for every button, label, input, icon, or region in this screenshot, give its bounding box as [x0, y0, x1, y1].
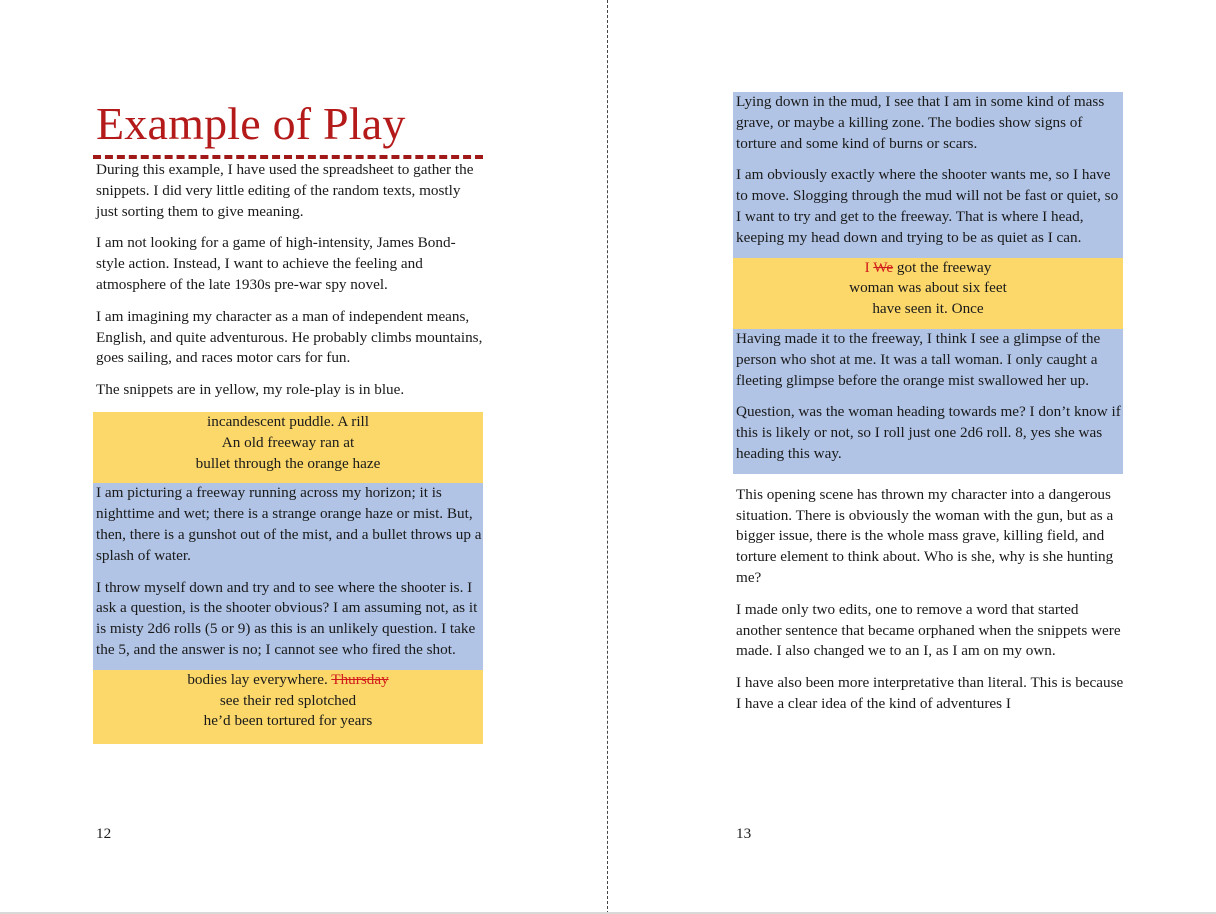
page-number: 12 [96, 825, 112, 842]
title-underline [93, 155, 483, 159]
intro-paragraph: During this example, I have used the spreadsheet to gather the snippets. I did very little editing of the random texts, mostly just sorting them to give meaning. [96, 161, 474, 220]
left-column [96, 160, 484, 744]
snippet-box [733, 258, 1123, 329]
right-column [736, 92, 1124, 726]
roleplay-box [733, 92, 1123, 258]
page-right [609, 0, 1216, 914]
inserted-word: I [864, 258, 870, 276]
roleplay-paragraph: I am picturing a freeway running across my horizon; it is nighttime and wet; there is a strange orange haze or mist. But, then, there is a gunshot out of the mist, and a bullet throws up a splash of water. [96, 484, 482, 564]
intro-paragraph: I am imagining my character as a man of independent means, English, and quite adventurous. He probably climbs mountains, goes sailing, and races motor cars for fun. [96, 307, 483, 367]
roleplay-paragraph: Having made it to the freeway, I think I see a glimpse of the person who shot at me. It was a tall woman. I only caught a fleeting glimpse before the orange mist swallowed her up. [736, 329, 1101, 389]
snippet-box [93, 670, 483, 744]
body-paragraph: I made only two edits, one to remove a word that started another sentence that became orphaned when the snippets were made. I also changed we to an I, as I am on my own. [736, 600, 1121, 660]
page-left [0, 0, 607, 914]
snippet-line: he’d been tortured for years [203, 712, 373, 730]
struck-word: Thursday [331, 670, 389, 688]
page-gutter-divider [607, 0, 608, 914]
roleplay-paragraph: Lying down in the mud, I see that I am in some kind of mass grave, or maybe a killing zone. The bodies show signs of torture and some kind of burns or scars. [736, 93, 1105, 152]
snippet-text: bodies lay everywhere. [187, 670, 328, 688]
body-paragraph: I have also been more interpretative than literal. This is because I have a clear idea of the kind of adventures I [736, 674, 1124, 712]
body-paragraph: This opening scene has thrown my character into a dangerous situation. There is obviously the woman with the gun, but as a bigger issue, there is the whole mass grave, killing field, and torture element to think about. Who is she, why is she hunting me? [736, 485, 1114, 586]
snippet-line [733, 258, 1123, 279]
roleplay-box [733, 329, 1123, 474]
snippet-line: woman was about six feet [849, 279, 1007, 297]
snippet-line: incandescent puddle. A rill [207, 412, 369, 430]
struck-word: We [873, 258, 894, 276]
snippet-line [93, 670, 483, 691]
page-number: 13 [736, 825, 752, 842]
roleplay-paragraph: I throw myself down and try and to see where the shooter is. I ask a question, is the shooter obvious? I am assuming not, as it is misty 2d6 rolls (5 or 9) as this is an unlikely question. I take the 5, and the answer is no; I cannot see who fired the shot. [96, 578, 478, 658]
snippet-line: see their red splotched [219, 691, 357, 709]
snippet-line: An old freeway ran at [221, 433, 355, 451]
roleplay-paragraph: I am obviously exactly where the shooter wants me, so I have to move. Slogging through the mud will not be fast or quiet, so I want to try and get to the freeway. That is where I head, keeping my head down and trying to be as quiet as I can. [736, 166, 1119, 246]
snippet-line: bullet through the orange haze [195, 454, 381, 472]
intro-paragraph: I am not looking for a game of high-intensity, James Bond-style action. Instead, I want to achieve the feeling and atmosphere of the late 1930s pre-war spy novel. [96, 234, 456, 293]
roleplay-box [93, 483, 483, 669]
roleplay-paragraph: Question, was the woman heading towards me? I don’t know if this is likely or not, so I roll just one 2d6 roll. 8, yes she was heading this way. [736, 403, 1121, 462]
snippet-line: have seen it. Once [872, 300, 984, 318]
snippet-box [93, 412, 483, 483]
intro-paragraph: The snippets are in yellow, my role-play is in blue. [96, 381, 405, 399]
snippet-text: got the freeway [896, 258, 992, 276]
page-title: Example of Play [96, 98, 406, 149]
